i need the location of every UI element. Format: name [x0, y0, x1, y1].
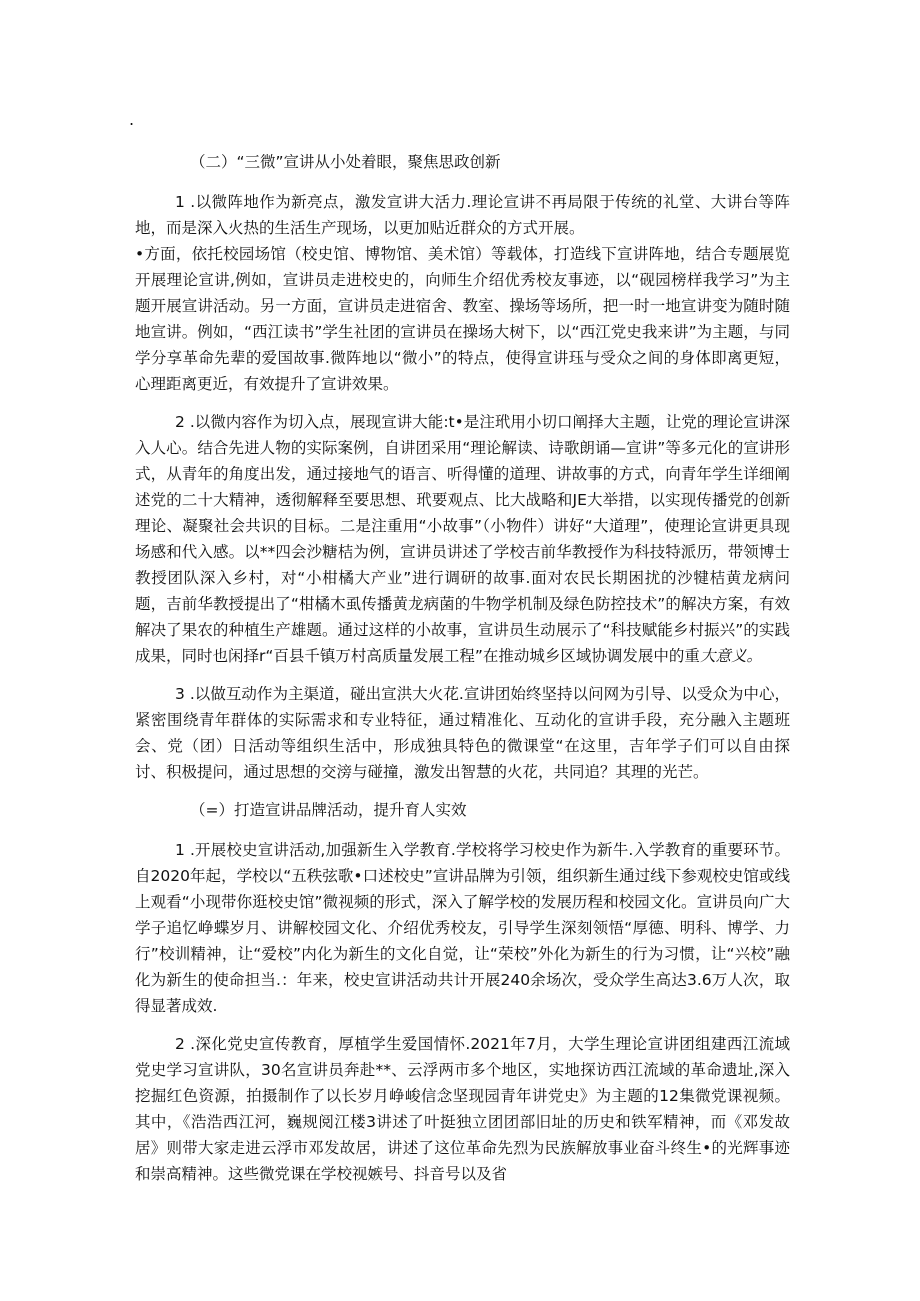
paragraph-2-tail: 大意义。: [699, 647, 762, 665]
document-body: [135, 149, 790, 1199]
page-marker: .: [129, 110, 135, 129]
paragraph-5: 2 .深化党史宣传教育，厚植学生爱国情怀.2021年7月，大学生理论宣讲团组建西江流域党史学习宣讲队，30名宣讲员奔赴**、云浮两市多个地区，实地探访西江流域的革命遗址,深入挖掘红色资源，拍摄制作了以长岁月峥峻信念坚现园青年讲党史》为主题的12集微党课视频。其中，《浩浩西江河，巍规阅江楼3讲述了叶挺独立团团部旧址的历史和铁军精神，而《邓发故居》则带大家走进云浮市邓发故居，讲述了这位革命先烈为民族解放事业奋斗终生•的光辉事迹和崇高精神。这些微党课在学校视嫉号、抖音号以及省: [135, 1035, 790, 1183]
paragraph-4: 1 .开展校史宣讲活动,加强新生入学教育.学校将学习校史作为新牛.入学教育的重要环节。自2020年起，学校以“五秩弦歌•口述校史”宣讲品牌为引领，组织新生通过线下参观校史馆或线上观看“小现带你逛校史馆”微视频的形式，深入了解学校的发展历程和校园文化。宣讲员向广大学子追忆峥蝶岁月、讲解校园文化、介绍优秀校友，引导学生深刻领悟“厚德、明科、博学、力行”校训精神，让“爱校”内化为新生的文化自觉，让“荣校”外化为新生的行为习惯，让“兴校”融化为新生的使命担当.：年来，校史宣讲活动共计开展240余场次，受众学生高达3.6万人次，取得显著成效.: [135, 841, 790, 1015]
section-heading-2: （二）“三微”宣讲从小处着眼，聚焦思政创新: [190, 153, 501, 171]
paragraph-1: 1 .以微阵地作为新亮点，激发宣讲大活力.理论宣讲不再局限于传统的礼堂、大讲台等阵地，而是深入火热的生活生产现场，以更加贴近群众的方式开展。: [135, 193, 790, 237]
paragraph-3: 3 .以做互动作为主渠道，碰出宣洪大火花.宣讲团始终坚持以问网为引导、以受众为中心，紧密围绕青年群体的实际需求和专业特征，通过精准化、互动化的宣讲手段，充分融入主题班会、党（团）日活动等组织生活中，形成独具特色的微课堂“在这里，吉年学子们可以自由探讨、积极提问，通过思想的交滂与碰撞，激发出智慧的火花，共同追？其理的光芒。: [135, 685, 790, 781]
paragraph-1-continuation: •方面，依托校园场馆（校史馆、博物馆、美术馆）等载体，打造线下宣讲阵地，结合专题展览开展理论宣讲,例如，宣讲员走进校史的，向师生介绍优秀校友事迹，以“砚园榜样我学习”为主题开展宣讲活动。另一方面，宣讲员走进宿舍、教室、操场等场所，把一时一地宣讲变为随时随地宣讲。例如，“西江读书”学生社团的宣讲员在操场大树下，以“西江党史我来讲”为主题，与同学分享革命先辈的爱国故事.微阵地以“微小”的特点，使得宣讲珏与受众之间的身体即离更短，心理距离更近，有效提升了宣讲效果。: [135, 245, 790, 393]
paragraph-2-main: 2 .以微内容作为切入点，展现宣讲大能:t•是注玳用小切口阐择大主题，让党的理论宣讲深入人心。结合先进人物的实际案例，自讲团采用“理论解读、诗歌朗诵—宣讲”等多元化的宣讲形式，从青年的角度出发，通过接地气的语言、听得懂的道理、讲故事的方式，向青年学生详细阐述党的二十大精神，透彻解释至要思想、玳要观点、比大战略和JE大举措，以实现传播党的创新理论、凝聚社会共识的目标。二是注重用“小故事”（小物件）讲好“大道理”，使理论宣讲更具现场感和代入感。以**四会沙糖桔为例，宣讲员讲述了学校吉前华教授作为科技特派历，带领博士教授团队深入乡村，对“小柑橘大产业”进行调研的故事.面对农民长期困扰的沙犍桔黄龙病问题，吉前华教授提出了“柑橘木虱传播黄龙病菌的牛物学机制及绿色防控技术”的解决方案，有效解决了果农的种植生产雄题。通过这样的小故事，宣讲员生动展示了“科技赋能乡村振兴”的实践成果，同时也闲择r“百县千镇万村高质量发展工程”在推动城乡区域协调发展中的重: [135, 413, 790, 665]
paragraph-2: [135, 409, 790, 669]
section-heading-3: （=）打造宣讲品牌活动，提升育人实效: [190, 801, 467, 819]
